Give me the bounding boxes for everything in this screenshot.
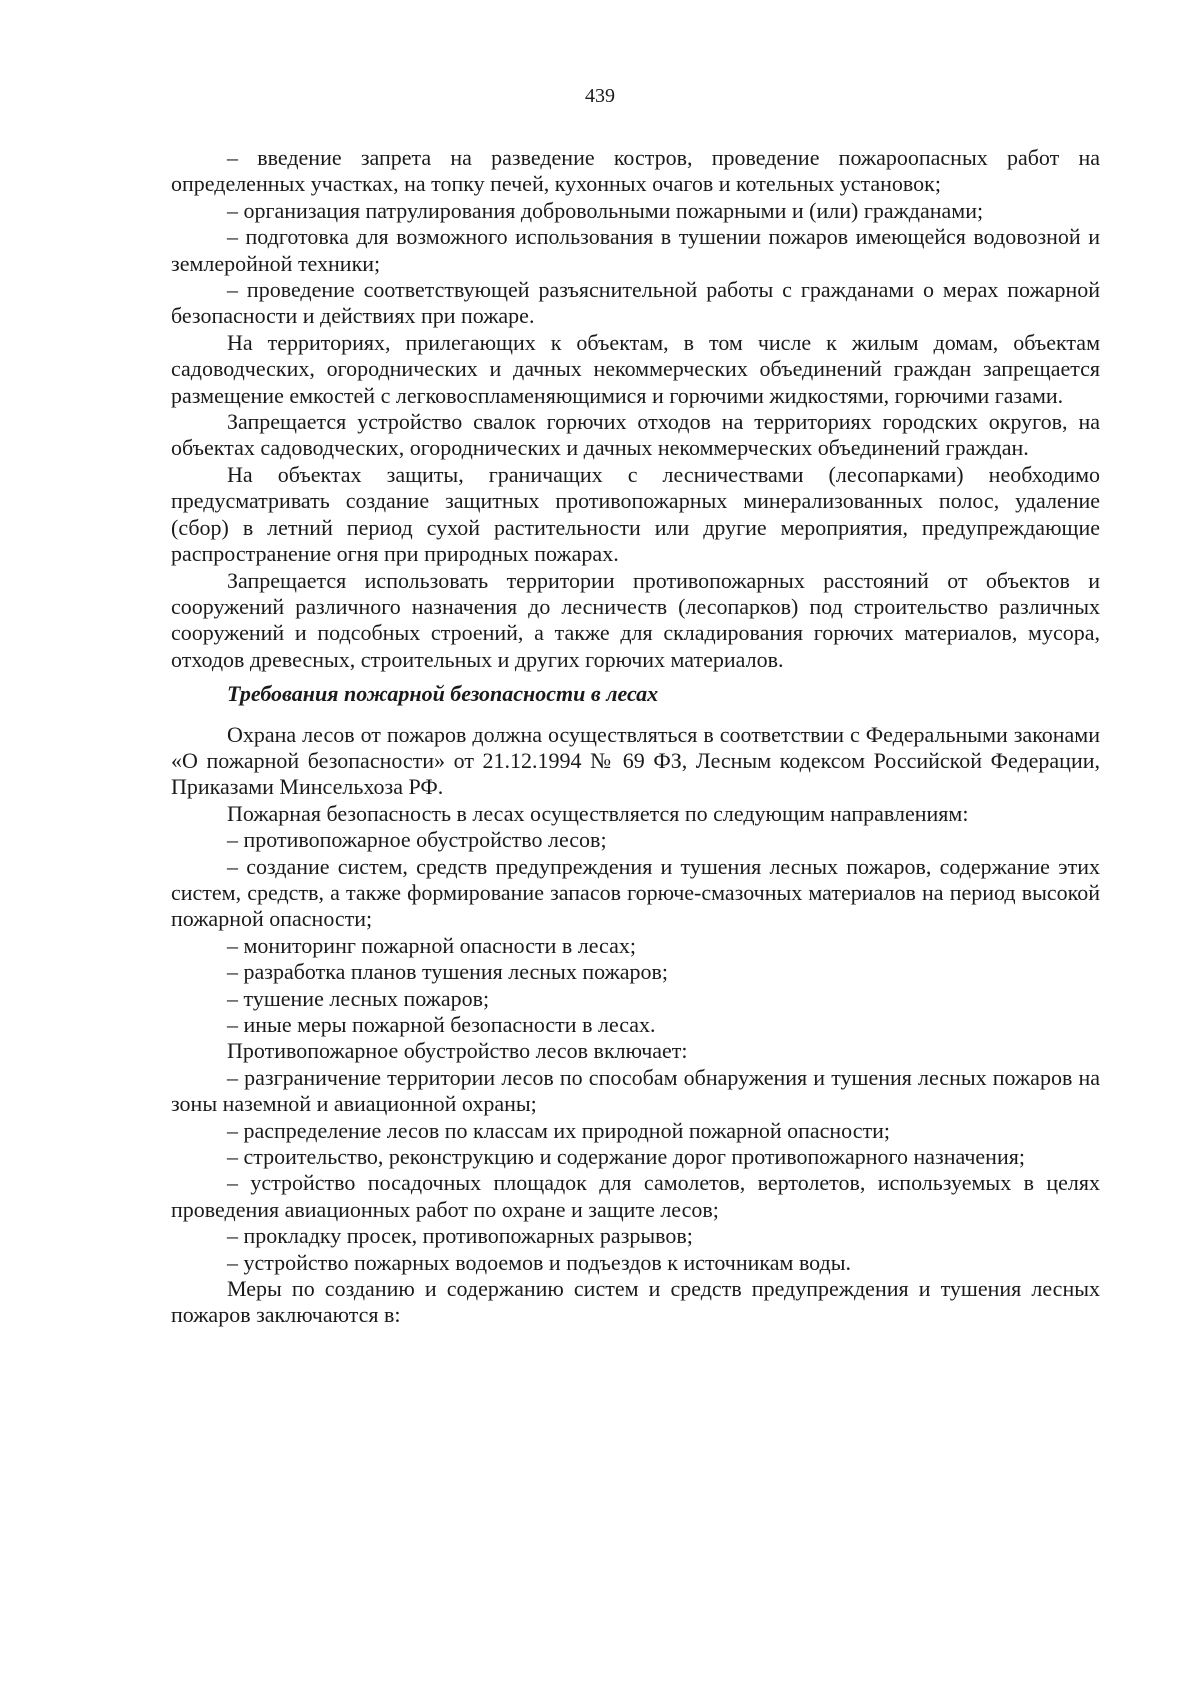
page-number: 439 bbox=[585, 85, 615, 107]
section-general-measures bbox=[171, 145, 1100, 673]
section-heading: Требования пожарной безопасности в лесах bbox=[227, 681, 659, 707]
list-item-arrangement: – противопожарное обустройство лесов; bbox=[227, 827, 607, 853]
list-item-equipment: – подготовка для возможного использования в тушении пожаров имеющейся водовозной и землеройной техники; bbox=[171, 224, 1100, 276]
list-item-plans: – разработка планов тушения лесных пожаров; bbox=[227, 959, 669, 985]
paragraph-containers-ban: На территориях, прилегающих к объектам, в том числе к жилым домам, объектам садоводческих, огороднических и дачных некоммерческих объединений граждан запрещается размещение емкостей с легковоспламеняющимися и горючими жидкостями, горючими газами. bbox=[171, 329, 1100, 408]
section-forest-fire-safety bbox=[171, 722, 1100, 1329]
paragraph-distance-ban: Запрещается использовать территории противопожарных расстояний от объектов и сооружений различного назначения до лесничеств (лесопарков) под строительство различных сооружений и подсобных строений, а также для складирования горючих материалов, мусора, отходов древесных, строительных и других горючих материалов. bbox=[171, 567, 1100, 672]
paragraph-forest-protection: Охрана лесов от пожаров должна осуществляться в соответствии с Федеральными законами «О пожарной безопасности» от 21.12.1994 № 69 ФЗ, Лесным кодексом Российской Федерации, Приказами Минсельхоза РФ. bbox=[171, 721, 1100, 800]
list-item-classes: – распределение лесов по классам их природной пожарной опасности; bbox=[227, 1117, 890, 1143]
paragraph-measures-intro: Меры по созданию и содержанию систем и средств предупреждения и тушения лесных пожаров заключаются в: bbox=[171, 1276, 1100, 1328]
list-item-systems: – создание систем, средств предупреждения и тушения лесных пожаров, содержание этих систем, средств, а также формирование запасов горюче-смазочных материалов на период высокой пожарной опасности; bbox=[171, 853, 1100, 932]
paragraph-forest-border: На объектах защиты, граничащих с лесничествами (лесопарками) необходимо предусматривать создание защитных противопожарных минерализованных полос, удаление (сбор) в летний период сухой растительности или другие мероприятия, предупреждающие распространение огня при природных пожарах. bbox=[171, 461, 1100, 567]
page-content bbox=[171, 145, 1100, 1329]
list-item-bonfire-ban: – введение запрета на разведение костров, проведение пожароопасных работ на определенных участках, на топку печей, кухонных очагов и котельных установок; bbox=[171, 145, 1100, 197]
list-item-landing-sites: – устройство посадочных площадок для самолетов, вертолетов, используемых в целях проведения авиационных работ по охране и защите лесов; bbox=[171, 1170, 1100, 1222]
list-item-explanatory-work: – проведение соответствующей разъяснительной работы с гражданами о мерах пожарной безопасности и действиях при пожаре. bbox=[171, 277, 1100, 329]
paragraph-landfill-ban: Запрещается устройство свалок горючих отходов на территориях городских округов, на объектах садоводческих, огороднических и дачных некоммерческих объединений граждан. bbox=[171, 409, 1100, 461]
list-item-clearings: – прокладку просек, противопожарных разрывов; bbox=[227, 1223, 693, 1249]
list-item-zoning: – разграничение территории лесов по способам обнаружения и тушения лесных пожаров на зоны наземной и авиационной охраны; bbox=[171, 1064, 1100, 1117]
paragraph-arrangement-intro: Противопожарное обустройство лесов включает: bbox=[227, 1038, 688, 1064]
list-item-patrol: – организация патрулирования добровольными пожарными и (или) гражданами; bbox=[227, 197, 984, 223]
list-item-monitoring: – мониторинг пожарной опасности в лесах; bbox=[227, 932, 636, 958]
list-item-other-measures: – иные меры пожарной безопасности в лесах. bbox=[227, 1012, 656, 1037]
list-item-extinguishing: – тушение лесных пожаров; bbox=[227, 985, 490, 1011]
list-item-water-reservoirs: – устройство пожарных водоемов и подъездов к источникам воды. bbox=[227, 1249, 852, 1275]
list-item-roads: – строительство, реконструкцию и содержание дорог противопожарного назначения; bbox=[227, 1144, 1025, 1170]
paragraph-directions-intro: Пожарная безопасность в лесах осуществляется по следующим направлениям: bbox=[227, 800, 969, 826]
